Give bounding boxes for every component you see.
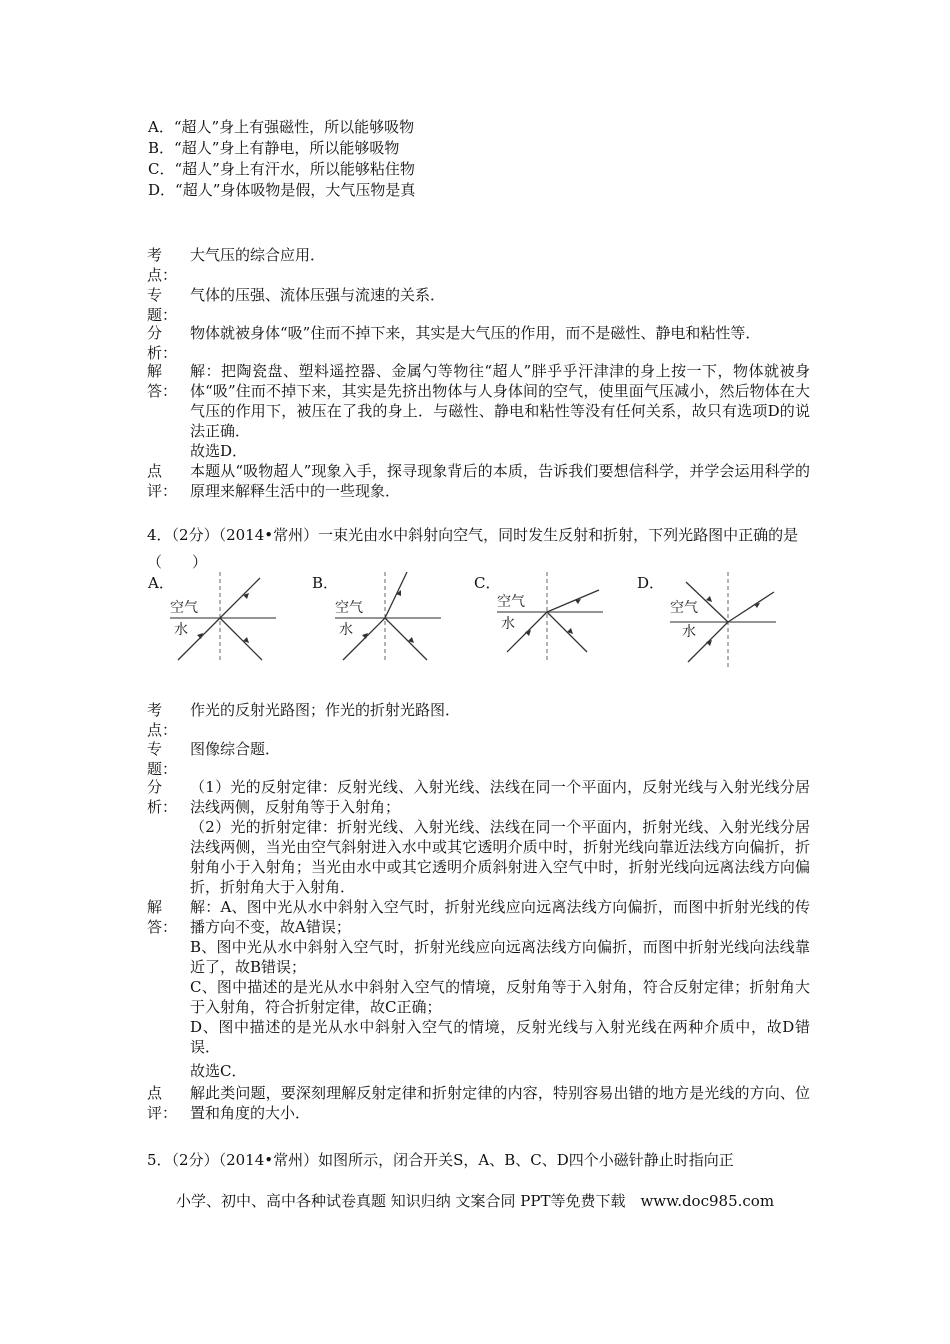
reflected-ray <box>385 618 427 660</box>
water-label: 水 <box>339 622 353 638</box>
q4-jieda-a: 解：A、图中光从水中斜射入空气时，折射光线应向远离法线方向偏折，而图中折射光线的传播方向不变，故A错误； <box>190 898 810 936</box>
q3-jieda-end: 故选D． <box>190 442 248 460</box>
refracted-ray <box>385 572 407 618</box>
q4-jieda-end: 故选C． <box>190 1062 247 1080</box>
q4-kaodian-label: 考点： <box>147 701 178 739</box>
q3-fenxi-label: 分析： <box>147 324 178 362</box>
water-label: 水 <box>174 622 188 638</box>
q4-dianping-label: 点评： <box>147 1084 178 1122</box>
q4-dianping: 解此类问题，要深刻理解反射定律和折射定律的内容，特别容易出错的地方是光线的方向、位置和角度的大小． <box>190 1084 810 1122</box>
light-diagram-d <box>668 570 778 670</box>
figure-b-label: B． <box>312 574 339 592</box>
q4-zhuanti: 图像综合题． <box>190 740 281 758</box>
air-label: 空气 <box>170 600 198 616</box>
q3-dianping: 本题从“吸物超人”现象入手，探寻现象背后的本质，告诉我们要想信科学，并学会运用科学的原理来解释生活中的一些现象． <box>190 462 810 500</box>
q3-zhuanti-label: 专题： <box>147 286 178 324</box>
q4-jieda-b: B、图中光从水中斜射入空气时，折射光线应向远离法线方向偏折，而图中折射光线向法线靠近了，故B错误； <box>190 938 810 976</box>
water-label: 水 <box>682 624 696 640</box>
q3-jieda: 解：把陶瓷盘、塑料遥控器、金属勺等物往“超人”胖乎乎汗津津的身上按一下，物体就被身体“吸”住而不掉下来，其实是先挤出物体与人身体间的空气，使里面气压减小，然后物体在大气压的作用下，被压在了我的身上．与磁性、静电和粘性等没有任何关系，故只有选项D的说法正确． <box>190 362 810 440</box>
light-diagram-c <box>495 570 605 665</box>
refracted-ray <box>220 578 260 618</box>
q4-fenxi-1: （1）光的反射定律：反射光线、入射光线、法线在同一个平面内，反射光线与入射光线分居法线两侧，反射角等于入射角； <box>190 778 810 816</box>
option-c: C．“超人”身上有汗水，所以能够粘住物 <box>148 160 415 178</box>
air-label: 空气 <box>335 600 363 616</box>
q3-dianping-label: 点评： <box>147 462 178 500</box>
q4-kaodian: 作光的反射光路图；作光的折射光路图． <box>190 701 461 719</box>
option-a: A．“超人”身上有强磁性，所以能够吸物 <box>148 118 415 136</box>
q4-fenxi-2: （2）光的折射定律：折射光线、入射光线、法线在同一个平面内，折射光线、入射光线分居法线两侧，当光由空气斜射进入水中或其它透明介质中时，折射光线向靠近法线方向偏折，折射角小于入射角；当光由水中或其它透明介质斜射进入空气中时，折射光线向远离法线方向偏折，折射角大于入射角． <box>190 818 810 896</box>
light-diagram-a <box>168 570 278 665</box>
figure-c-label: C． <box>474 574 501 592</box>
option-b: B．“超人”身上有静电，所以能够吸物 <box>148 139 400 157</box>
air-label: 空气 <box>497 594 525 610</box>
light-diagram-b <box>333 570 443 665</box>
figure-d-label: D． <box>637 574 665 592</box>
figure-a-label: A． <box>148 574 174 592</box>
q3-fenxi: 物体就被身体“吸”住而不掉下来，其实是大气压的作用，而不是磁性、静电和粘性等． <box>190 324 761 342</box>
q4-jieda-c: C、图中描述的是光从水中斜射入空气的情境，反射角等于入射角，符合反射定律；折射角大于入射角，符合折射定律，故C正确； <box>190 978 810 1016</box>
q3-jieda-label: 解答： <box>147 362 178 400</box>
option-d: D．“超人”身体吸物是假，大气压物是真 <box>148 181 416 199</box>
q3-kaodian-label: 考点： <box>147 246 178 284</box>
air-label: 空气 <box>670 600 698 616</box>
q4-fenxi-label: 分析： <box>147 778 178 816</box>
q4-zhuanti-label: 专题： <box>147 740 178 778</box>
water-label: 水 <box>501 616 515 632</box>
refracted-ray <box>728 592 774 622</box>
q4-jieda-label: 解答： <box>147 898 178 936</box>
q5-header: 5．（2分）（2014•常州）如图所示，闭合开关S，A、B、C、D四个小磁针静止时指向正 <box>147 1151 734 1169</box>
q3-zhuanti: 气体的压强、流体压强与流速的关系． <box>190 286 446 304</box>
q3-kaodian: 大气压的综合应用． <box>190 246 326 264</box>
reflected-ray <box>220 618 262 660</box>
q4-header: 4．（2分）（2014•常州）一束光由水中斜射向空气，同时发生反射和折射，下列光路图中正确的是（ ） <box>147 526 799 571</box>
q4-jieda-d: D、图中描述的是光从水中斜射入空气的情境，反射光线与入射光线在两种介质中，故D错误． <box>190 1018 810 1056</box>
refracted-ray <box>547 590 599 612</box>
page-footer: 小学、初中、高中各种试卷真题 知识归纳 文案合同 PPT等免费下载 www.doc985.com <box>175 1192 775 1210</box>
